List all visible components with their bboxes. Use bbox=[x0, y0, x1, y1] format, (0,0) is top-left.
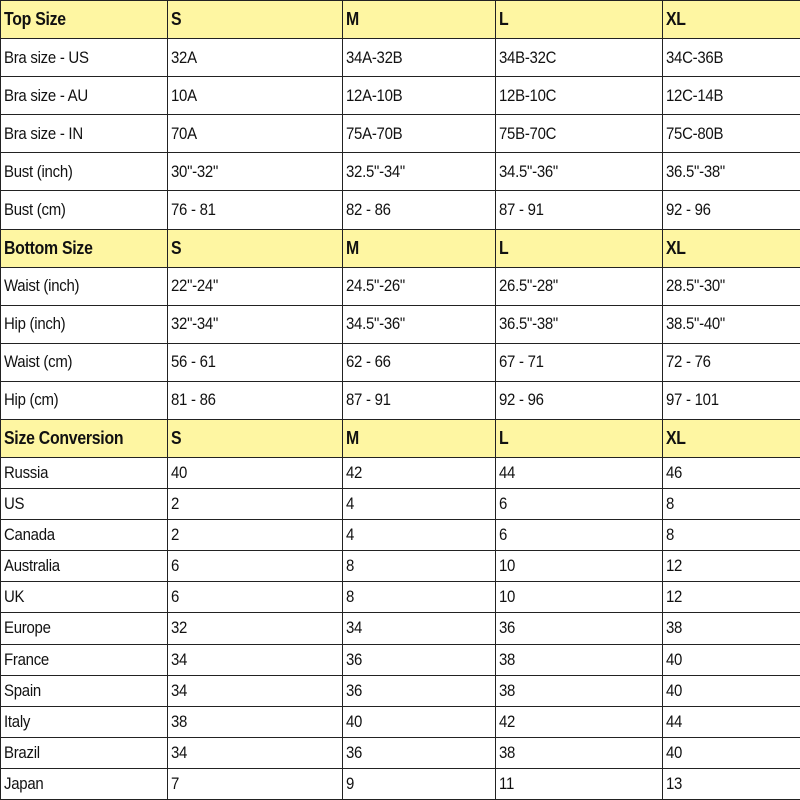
size-column-header bbox=[168, 420, 343, 458]
size-value-cell bbox=[343, 551, 496, 582]
size-value-cell bbox=[168, 644, 343, 675]
size-value-cell bbox=[496, 458, 663, 489]
size-value-cell bbox=[496, 191, 663, 229]
size-value-xl: 44 bbox=[666, 711, 683, 731]
size-value-xl: 46 bbox=[666, 463, 683, 483]
size-value-cell bbox=[496, 613, 663, 644]
row-label: Australia bbox=[4, 556, 60, 576]
size-value-m: 36 bbox=[346, 649, 363, 669]
size-value-cell bbox=[663, 520, 800, 551]
row-label: Canada bbox=[4, 525, 55, 545]
row-label-cell bbox=[1, 768, 168, 799]
size-value-l: 34B-32C bbox=[499, 47, 557, 67]
row-label-cell bbox=[1, 305, 168, 343]
size-value-cell bbox=[663, 39, 800, 77]
size-column-header bbox=[663, 1, 800, 39]
size-value-cell bbox=[663, 343, 800, 381]
size-value-m: 62 - 66 bbox=[346, 352, 391, 372]
size-value-l: 92 - 96 bbox=[499, 390, 544, 410]
size-value-cell bbox=[663, 644, 800, 675]
size-value-cell bbox=[168, 191, 343, 229]
size-value-cell bbox=[168, 613, 343, 644]
size-column-header bbox=[343, 229, 496, 267]
size-value-cell bbox=[343, 613, 496, 644]
row-label: UK bbox=[4, 587, 25, 607]
size-value-cell bbox=[168, 77, 343, 115]
size-header-l: L bbox=[499, 9, 509, 30]
size-value-xl: 34C-36B bbox=[666, 47, 724, 67]
size-value-cell bbox=[343, 39, 496, 77]
size-value-s: 7 bbox=[171, 773, 180, 793]
size-value-cell bbox=[343, 115, 496, 153]
row-label-cell bbox=[1, 191, 168, 229]
size-value-l: 10 bbox=[499, 556, 516, 576]
size-header-l: L bbox=[499, 428, 509, 449]
size-header-xl: XL bbox=[666, 237, 686, 258]
size-value-xl: 92 - 96 bbox=[666, 200, 711, 220]
table-row bbox=[1, 520, 800, 551]
table-row bbox=[1, 77, 800, 115]
size-value-cell bbox=[343, 706, 496, 737]
size-value-cell bbox=[663, 458, 800, 489]
size-header-m: M bbox=[346, 9, 359, 30]
size-value-m: 12A-10B bbox=[346, 85, 403, 105]
size-value-l: 11 bbox=[499, 773, 515, 793]
size-header-xl: XL bbox=[666, 428, 686, 449]
row-label: Brazil bbox=[4, 742, 40, 762]
section-title bbox=[1, 229, 168, 267]
size-value-xl: 38.5"-40" bbox=[666, 314, 725, 334]
row-label: Waist (cm) bbox=[4, 352, 73, 372]
size-value-m: 24.5"-26" bbox=[346, 276, 405, 296]
size-value-xl: 12 bbox=[666, 556, 683, 576]
size-column-header bbox=[168, 229, 343, 267]
section-title bbox=[1, 1, 168, 39]
size-value-cell bbox=[168, 675, 343, 706]
size-header-l: L bbox=[499, 237, 509, 258]
row-label-cell bbox=[1, 613, 168, 644]
row-label-cell bbox=[1, 39, 168, 77]
size-value-l: 6 bbox=[499, 525, 508, 545]
size-value-cell bbox=[168, 153, 343, 191]
row-label: Bust (cm) bbox=[4, 200, 66, 220]
size-value-cell bbox=[496, 381, 663, 419]
size-value-cell bbox=[663, 77, 800, 115]
size-value-cell bbox=[496, 153, 663, 191]
row-label: Bra size - IN bbox=[4, 123, 83, 143]
size-column-header bbox=[496, 1, 663, 39]
row-label: Waist (inch) bbox=[4, 276, 80, 296]
size-value-s: 76 - 81 bbox=[171, 200, 216, 220]
row-label-cell bbox=[1, 267, 168, 305]
row-label: Hip (cm) bbox=[4, 390, 59, 410]
row-label: Italy bbox=[4, 711, 31, 731]
size-header-xl: XL bbox=[666, 9, 686, 30]
size-header-s: S bbox=[171, 237, 182, 258]
section-header-row bbox=[1, 229, 800, 267]
row-label-cell bbox=[1, 706, 168, 737]
size-value-cell bbox=[168, 115, 343, 153]
size-value-xl: 40 bbox=[666, 680, 683, 700]
size-value-s: 22"-24" bbox=[171, 276, 219, 296]
row-label-cell bbox=[1, 458, 168, 489]
size-value-cell bbox=[496, 551, 663, 582]
size-value-cell bbox=[343, 343, 496, 381]
size-value-m: 8 bbox=[346, 587, 355, 607]
size-value-m: 32.5"-34" bbox=[346, 161, 405, 181]
size-value-cell bbox=[343, 267, 496, 305]
size-value-xl: 8 bbox=[666, 525, 675, 545]
size-value-m: 87 - 91 bbox=[346, 390, 391, 410]
size-value-cell bbox=[343, 489, 496, 520]
section-title bbox=[1, 420, 168, 458]
section-title-text: Bottom Size bbox=[4, 237, 93, 258]
table-row bbox=[1, 582, 800, 613]
size-value-cell bbox=[496, 267, 663, 305]
size-value-xl: 40 bbox=[666, 742, 683, 762]
row-label-cell bbox=[1, 675, 168, 706]
size-value-cell bbox=[168, 551, 343, 582]
size-value-cell bbox=[496, 39, 663, 77]
size-value-xl: 12C-14B bbox=[666, 85, 724, 105]
row-label: Bust (inch) bbox=[4, 161, 73, 181]
size-chart-body bbox=[1, 1, 800, 800]
table-row bbox=[1, 115, 800, 153]
size-value-s: 2 bbox=[171, 494, 180, 514]
size-value-cell bbox=[168, 737, 343, 768]
size-value-s: 30"-32" bbox=[171, 161, 219, 181]
size-value-cell bbox=[663, 737, 800, 768]
size-value-cell bbox=[343, 305, 496, 343]
size-value-cell bbox=[343, 191, 496, 229]
size-value-cell bbox=[496, 343, 663, 381]
table-row bbox=[1, 737, 800, 768]
size-value-l: 75B-70C bbox=[499, 123, 557, 143]
section-title-text: Top Size bbox=[4, 9, 66, 30]
size-value-m: 36 bbox=[346, 742, 363, 762]
size-value-cell bbox=[343, 768, 496, 799]
row-label-cell bbox=[1, 115, 168, 153]
size-value-m: 42 bbox=[346, 463, 363, 483]
size-value-s: 70A bbox=[171, 123, 197, 143]
size-value-cell bbox=[168, 381, 343, 419]
size-value-m: 34 bbox=[346, 618, 363, 638]
size-value-cell bbox=[343, 582, 496, 613]
section-title-text: Size Conversion bbox=[4, 428, 124, 449]
size-value-l: 34.5"-36" bbox=[499, 161, 558, 181]
size-value-xl: 28.5"-30" bbox=[666, 276, 725, 296]
row-label: France bbox=[4, 649, 49, 669]
table-row bbox=[1, 305, 800, 343]
size-value-m: 8 bbox=[346, 556, 355, 576]
size-value-m: 34A-32B bbox=[346, 47, 403, 67]
table-row bbox=[1, 381, 800, 419]
row-label-cell bbox=[1, 77, 168, 115]
size-value-l: 87 - 91 bbox=[499, 200, 544, 220]
size-value-m: 75A-70B bbox=[346, 123, 403, 143]
size-value-cell bbox=[343, 644, 496, 675]
size-value-l: 38 bbox=[499, 649, 516, 669]
size-value-cell bbox=[496, 115, 663, 153]
size-value-l: 36 bbox=[499, 618, 516, 638]
size-value-cell bbox=[496, 305, 663, 343]
table-row bbox=[1, 39, 800, 77]
size-value-cell bbox=[168, 39, 343, 77]
size-value-cell bbox=[663, 613, 800, 644]
size-value-cell bbox=[663, 267, 800, 305]
table-row bbox=[1, 343, 800, 381]
size-value-cell bbox=[168, 489, 343, 520]
size-value-cell bbox=[168, 343, 343, 381]
table-row bbox=[1, 458, 800, 489]
row-label: Bra size - US bbox=[4, 47, 89, 67]
size-value-cell bbox=[168, 458, 343, 489]
row-label-cell bbox=[1, 520, 168, 551]
size-value-cell bbox=[343, 737, 496, 768]
size-value-cell bbox=[343, 458, 496, 489]
size-value-cell bbox=[496, 644, 663, 675]
table-row bbox=[1, 675, 800, 706]
size-value-s: 6 bbox=[171, 556, 180, 576]
size-value-cell bbox=[496, 768, 663, 799]
size-value-s: 34 bbox=[171, 680, 188, 700]
size-value-s: 34 bbox=[171, 742, 188, 762]
size-value-cell bbox=[168, 267, 343, 305]
size-header-s: S bbox=[171, 9, 182, 30]
size-value-xl: 72 - 76 bbox=[666, 352, 711, 372]
row-label: Japan bbox=[4, 773, 44, 793]
size-value-cell bbox=[663, 706, 800, 737]
size-value-xl: 97 - 101 bbox=[666, 390, 719, 410]
table-row bbox=[1, 706, 800, 737]
size-value-s: 38 bbox=[171, 711, 188, 731]
row-label: Europe bbox=[4, 618, 51, 638]
size-header-m: M bbox=[346, 428, 359, 449]
row-label-cell bbox=[1, 551, 168, 582]
size-column-header bbox=[168, 1, 343, 39]
table-row bbox=[1, 489, 800, 520]
size-value-m: 9 bbox=[346, 773, 355, 793]
size-value-l: 36.5"-38" bbox=[499, 314, 558, 334]
size-value-cell bbox=[343, 381, 496, 419]
size-value-s: 32A bbox=[171, 47, 197, 67]
size-value-cell bbox=[168, 520, 343, 551]
size-value-l: 26.5"-28" bbox=[499, 276, 558, 296]
size-value-cell bbox=[663, 191, 800, 229]
size-value-l: 44 bbox=[499, 463, 516, 483]
size-value-cell bbox=[168, 582, 343, 613]
table-row bbox=[1, 644, 800, 675]
table-row bbox=[1, 613, 800, 644]
size-value-l: 38 bbox=[499, 742, 516, 762]
table-row bbox=[1, 551, 800, 582]
size-value-cell bbox=[168, 768, 343, 799]
section-header-row bbox=[1, 420, 800, 458]
size-value-s: 6 bbox=[171, 587, 180, 607]
row-label-cell bbox=[1, 489, 168, 520]
row-label-cell bbox=[1, 644, 168, 675]
size-header-m: M bbox=[346, 237, 359, 258]
size-value-cell bbox=[168, 305, 343, 343]
size-value-l: 67 - 71 bbox=[499, 352, 544, 372]
size-value-cell bbox=[496, 77, 663, 115]
size-value-cell bbox=[663, 381, 800, 419]
size-value-m: 4 bbox=[346, 525, 355, 545]
size-value-cell bbox=[343, 520, 496, 551]
table-row bbox=[1, 191, 800, 229]
row-label: Russia bbox=[4, 463, 49, 483]
size-header-s: S bbox=[171, 428, 182, 449]
size-value-m: 34.5"-36" bbox=[346, 314, 405, 334]
size-value-cell bbox=[496, 737, 663, 768]
size-value-xl: 40 bbox=[666, 649, 683, 669]
row-label: Spain bbox=[4, 680, 41, 700]
size-value-cell bbox=[343, 153, 496, 191]
size-value-cell bbox=[496, 489, 663, 520]
size-column-header bbox=[663, 420, 800, 458]
size-value-cell bbox=[496, 706, 663, 737]
size-value-l: 38 bbox=[499, 680, 516, 700]
size-value-xl: 12 bbox=[666, 587, 683, 607]
size-value-s: 56 - 61 bbox=[171, 352, 216, 372]
row-label: Hip (inch) bbox=[4, 314, 66, 334]
size-value-xl: 75C-80B bbox=[666, 123, 724, 143]
size-value-cell bbox=[168, 706, 343, 737]
row-label-cell bbox=[1, 737, 168, 768]
size-value-l: 12B-10C bbox=[499, 85, 557, 105]
size-value-cell bbox=[496, 520, 663, 551]
size-value-cell bbox=[663, 675, 800, 706]
size-column-header bbox=[496, 229, 663, 267]
size-value-cell bbox=[663, 489, 800, 520]
size-value-s: 32 bbox=[171, 618, 188, 638]
row-label-cell bbox=[1, 343, 168, 381]
table-row bbox=[1, 267, 800, 305]
row-label: US bbox=[4, 494, 25, 514]
size-value-s: 32"-34" bbox=[171, 314, 219, 334]
size-value-cell bbox=[663, 768, 800, 799]
size-column-header bbox=[496, 420, 663, 458]
size-value-l: 42 bbox=[499, 711, 516, 731]
size-value-s: 2 bbox=[171, 525, 180, 545]
size-value-m: 4 bbox=[346, 494, 355, 514]
size-value-cell bbox=[496, 582, 663, 613]
size-value-s: 10A bbox=[171, 85, 197, 105]
size-value-l: 10 bbox=[499, 587, 516, 607]
row-label-cell bbox=[1, 381, 168, 419]
size-value-s: 81 - 86 bbox=[171, 390, 216, 410]
size-value-cell bbox=[663, 153, 800, 191]
size-value-cell bbox=[496, 675, 663, 706]
table-row bbox=[1, 153, 800, 191]
size-value-m: 40 bbox=[346, 711, 363, 731]
size-value-s: 40 bbox=[171, 463, 188, 483]
size-value-cell bbox=[343, 77, 496, 115]
size-value-xl: 8 bbox=[666, 494, 675, 514]
size-value-l: 6 bbox=[499, 494, 508, 514]
size-value-xl: 38 bbox=[666, 618, 683, 638]
section-header-row bbox=[1, 1, 800, 39]
size-value-cell bbox=[663, 305, 800, 343]
size-value-m: 82 - 86 bbox=[346, 200, 391, 220]
size-value-cell bbox=[663, 551, 800, 582]
size-column-header bbox=[343, 420, 496, 458]
row-label-cell bbox=[1, 582, 168, 613]
table-row bbox=[1, 768, 800, 799]
row-label: Bra size - AU bbox=[4, 85, 88, 105]
size-value-xl: 36.5"-38" bbox=[666, 161, 725, 181]
size-value-cell bbox=[663, 582, 800, 613]
size-value-cell bbox=[343, 675, 496, 706]
size-value-s: 34 bbox=[171, 649, 188, 669]
size-value-xl: 13 bbox=[666, 773, 683, 793]
size-column-header bbox=[343, 1, 496, 39]
size-value-m: 36 bbox=[346, 680, 363, 700]
row-label-cell bbox=[1, 153, 168, 191]
size-value-cell bbox=[663, 115, 800, 153]
size-column-header bbox=[663, 229, 800, 267]
